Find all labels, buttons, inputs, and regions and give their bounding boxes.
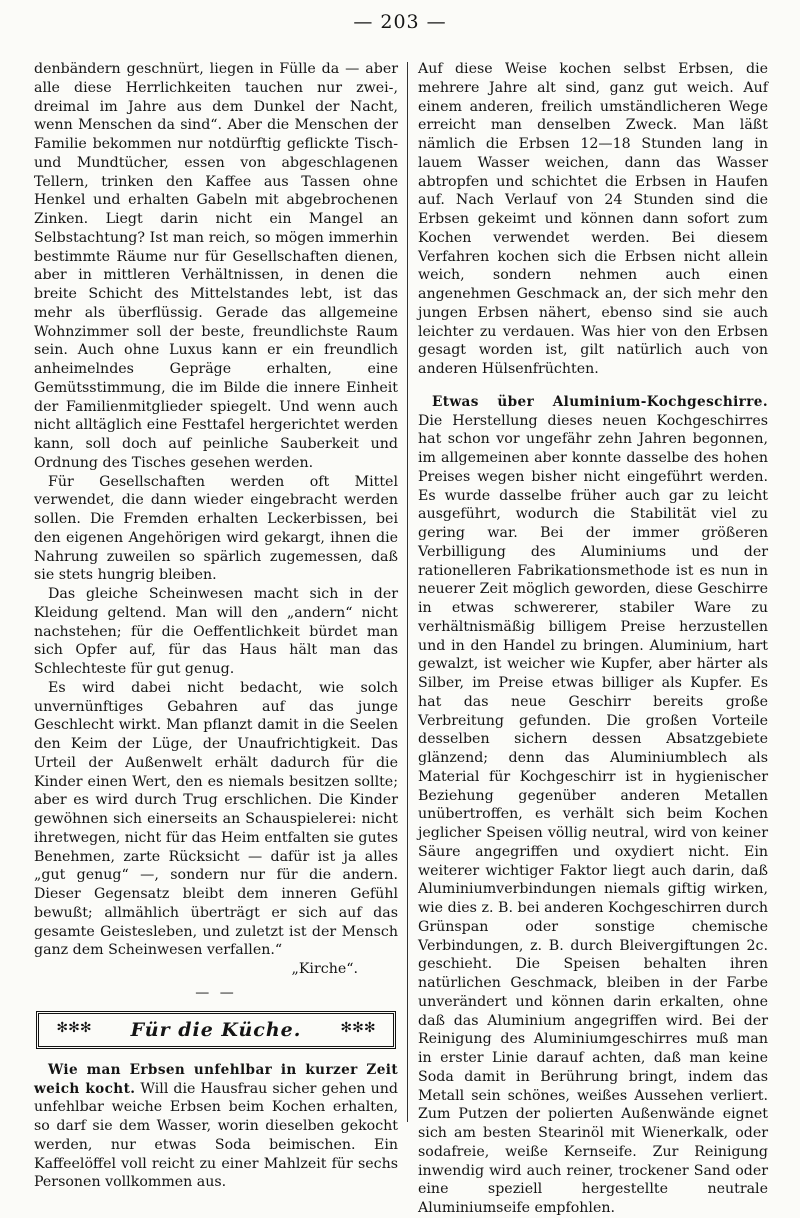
- paragraph: Für Gesellschaften werden oft Mittel verwendet, die dann wieder eingebracht werden sollen. Die Fremden erhalten Leckerbissen, bei den eigenen Angehörigen wird gekargt, ihnen die Nahrung zuweilen so spärlich zugemessen, daß sie stets hungrig bleiben.: [34, 473, 398, 584]
- separator: — —: [195, 984, 237, 1001]
- paragraph: Es wird dabei nicht bedacht, wie solch unvernünftiges Gebahren auf das junge Geschlecht wirkt. Man pflanzt damit in die Seelen den Keim der Lüge, der Unaufrichtigkeit. Das Urteil der Außenwelt erhält dadurch für die Kinder einen Wert, den es niemals besitzen sollte; aber es wird durch Trug erschlichen. Die Kinder gewöhnen sich einerseits an Schauspielerei: nicht ihretwegen, nicht für das Heim entfalten sie gutes Benehmen, zarte Rücksicht — dafür ist ja alles „gut genug“ —, sondern nur für die andern. Dieser Gegensatz bleibt dem inneren Gefühl bewußt; allmählich überträgt er sich auf das gesamte Geistesleben, und zuletzt ist der Mensch ganz dem Scheinwesen verfallen.“: [34, 679, 398, 959]
- section-gap: [418, 379, 768, 393]
- paragraph: denbändern geschnürt, liegen in Fülle da — aber alle diese Herrlichkeiten tauchen nur zwei-, dreimal im Jahre aus dem Dunkel der Nacht, wenn Menschen da sind“. Aber die Menschen der Familie bekommen nur notdürftig geflickte Tisch- und Mundtücher, essen von abgeschlagenen Tellern, trinken den Kaffee aus Tassen ohne Henkel und erhalten Gabeln mit abgebrochenen Zinken. Liegt darin nicht ein Mangel an Selbstachtung? Ist man reich, so mögen immerhin bestimmte Räume nur für Gesellschaften dienen, aber in mittleren Verhältnissen, in denen die breite Schicht des Mittelstandes lebt, ist das mehr als überflüssig. Gerade das allgemeine Wohnzimmer soll der beste, freundlichste Raum sein. Auch ohne Luxus kann er ein freundlich anheimelndes Gepräge erhalten, eine Gemütsstimmung, die im Bilde die innere Einheit der Familienmitglieder spiegelt. Und wenn auch nicht alltäglich eine Festtafel hergerichtet werden kann, soll doch auf peinliche Sauberkeit und Ordnung des Tisches gesehen werden.: [34, 61, 398, 471]
- article-signature: „Kirche“.: [291, 961, 358, 977]
- article-paragraph: [418, 393, 768, 1218]
- recipe-text: Will die Hausfrau sicher gehen und unfehlbar weiche Erbsen beim Kochen erhalten, so darf sie dem Wasser, worin dieselben gekocht werden, nur etwas Soda beimischen. Ein Kaffeelöffel voll reicht zu einer Mahlzeit für sechs Personen vollkommen aus.: [34, 1080, 398, 1191]
- section-title: Für die Küche.: [130, 1018, 302, 1041]
- paragraph: Auf diese Weise kochen selbst Erbsen, die mehrere Jahre alt sind, ganz gut weich. Auf einem anderen, freilich umständlicheren Wege erreicht man denselben Zweck. Man läßt nämlich die Erbsen 12—18 Stunden lang in lauem Wasser weichen, dann das Wasser abtropfen und schichtet die Erbsen in Haufen auf. Nach Verlauf von 24 Stunden sind die Erbsen gekeimt und können dann sofort zum Kochen verwendet werden. Bei diesem Verfahren kochen sich die Erbsen nicht allein weich, sondern nehmen auch einen angenehmen Geschmack an, der sich mehr den jungen Erbsen nähert, ebenso sind sie auch leichter zu verdauen. Was hier von den Erbsen gesagt worden ist, gilt natürlich auch von anderen Hülsenfrüchten.: [418, 61, 768, 377]
- paragraph: Das gleiche Scheinwesen macht sich in der Kleidung geltend. Man will den „andern“ nicht nachstehen; für die Oeffentlichkeit bürdet man sich Opfer auf, für das Haus hält man das Schlechteste für gut genug.: [34, 586, 398, 677]
- ornament-icon: ✻✻✻: [340, 1019, 376, 1036]
- page-number: — 203 —: [353, 11, 447, 33]
- ornament-icon: ✻✻✻: [56, 1019, 92, 1036]
- recipe-heading: Wie man Erbsen unfehlbar in kurzer Zeit weich kocht.: [34, 1061, 398, 1097]
- article-text: Die Herstellung dieses neuen Kochgeschirres hat schon vor ungefähr zehn Jahren begonnen, im allgemeinen aber konnte dasselbe des hohen Preises wegen bisher nicht eingeführt werden. Es wurde dasselbe früher auch gar zu leicht ausgeführt, wodurch die Stabilität viel zu gering war. Bei der immer größeren Verbilligung des Aluminiums und der rationelleren Fabrikationsmethode ist es nun in neuerer Zeit möglich geworden, diese Geschirre in etwas schwererer, stabiler Ware zu verhältnismäßig billigem Preise herzustellen und in den Handel zu bringen. Aluminium, hart gewalzt, ist weicher wie Kupfer, aber härter als Silber, im Preise etwas billiger als Kupfer. Es hat das neue Geschirr bereits große Verbreitung gefunden. Die großen Vorteile desselben sichern dessen Absatzgebiete glänzend; denn das Aluminiumblech als Material für Kochgeschirr ist in hygienischer Beziehung gegenüber anderen Metallen unübertroffen, es verhält sich beim Kochen jeglicher Speisen völlig neutral, wird von keiner Säure angegriffen und oxydiert nicht. Ein weiterer wichtiger Faktor liegt auch darin, daß Aluminiumverbindungen niemals giftig wirken, wie dies z. B. bei anderen Kochgeschirren durch Grünspan oder sonstige chemische Verbindungen, z. B. durch Bleivergiftungen 2c. geschieht. Die Speisen behalten ihren natürlichen Geschmack, bleiben in der Farbe unverändert und können darin erkalten, ohne daß das Aluminium angegriffen wird. Bei der Reinigung des Aluminiumgeschirres muß man in erster Linie darauf achten, daß man keine Soda damit in Berührung bringt, indem das Metall sein schönes, weißes Aussehen verliert. Zum Putzen der polierten Außenwände eignet sich am besten Stearinöl mit Wienerkalk, oder sodafreie, weiße Kernseife. Zur Reinigung inwendig wird auch reiner, trockener Sand oder eine speziell hergestellte neutrale Aluminiumseife empfohlen.: [418, 412, 768, 1216]
- recipe-paragraph: [34, 1061, 398, 1192]
- column-divider: [407, 62, 408, 1122]
- right-column: [418, 60, 768, 1218]
- article-heading: Etwas über Aluminium-Kochgeschirre.: [432, 393, 768, 410]
- section-title-box: [36, 1011, 396, 1049]
- left-column: [34, 60, 398, 1192]
